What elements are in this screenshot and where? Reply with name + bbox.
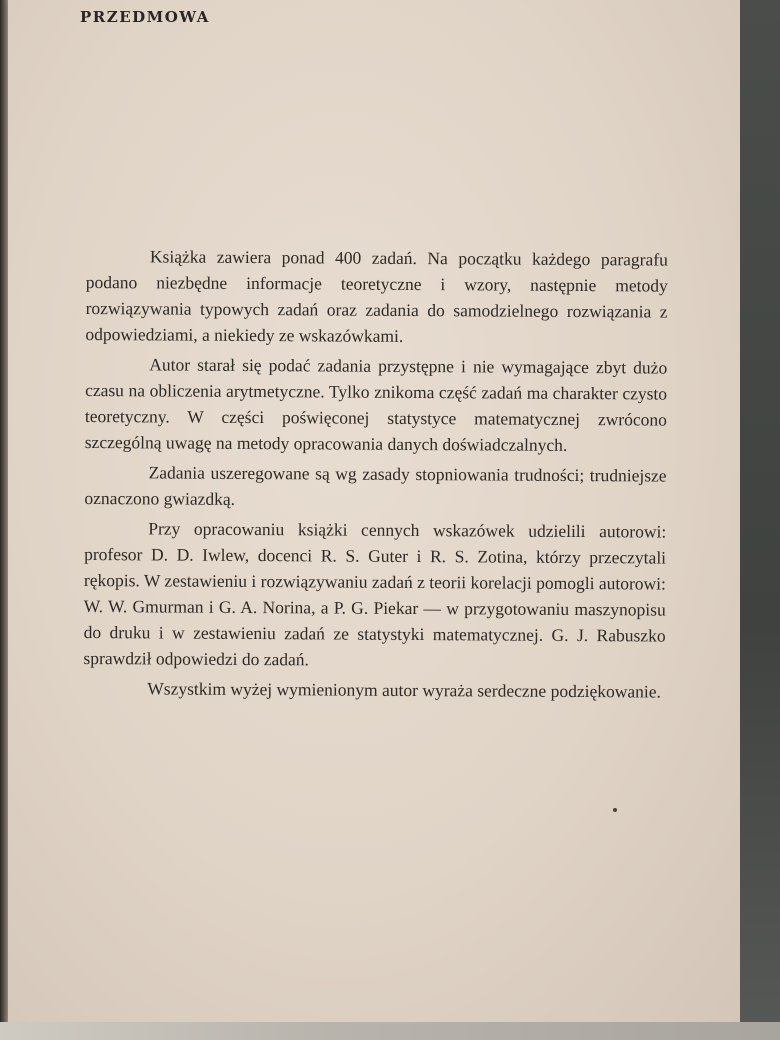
preface-text: [83, 243, 668, 709]
paragraph-1: Książka zawiera ponad 400 zadań. Na początku każdego paragrafu podano niezbędne informacje teoretyczne i wzory, następnie metody rozwiązywania typowych zadań oraz zadania do samodzielnego rozwiązania z odpowiedziami, a niekiedy ze wskazówkami.: [85, 246, 668, 346]
book-page: [8, 0, 742, 1022]
paragraph-5: Wszystkim wyżej wymienionym autor wyraża serdeczne podziękowanie.: [147, 678, 661, 702]
page-heading: PRZEDMOWA: [80, 8, 210, 26]
paragraph-2: Autor starał się podać zadania przystępne i nie wymagające zbyt dużo czasu na obliczenia arytmetyczne. Tylko znikoma część zadań ma charakter czysto teoretyczny. W części poświęconej statystyce matematycznej zwrócono szczególną uwagę na metody opracowania danych doświadczalnych.: [84, 354, 668, 455]
background-surface: [740, 0, 780, 1040]
paragraph-4: Przy opracowaniu książki cennych wskazówek udzielili autorowi: profesor D. D. Iwlew, docenci R. S. Guter i R. S. Zotina, którzy przeczytali rękopis. W zestawieniu i rozwiązywaniu zadań z teorii korelacji pomogli autorowi: W. W. Gmurman i G. A. Norina, a P. G. Piekar — w przygotowaniu maszynopisu do druku i w zestawieniu zadań ze statystyki matematycznej. G. J. Rabuszko sprawdził odpowiedzi do zadań.: [83, 518, 667, 670]
ink-speck: [613, 808, 617, 812]
cloth-surface: [0, 1022, 780, 1040]
paragraph-3: Zadania uszeregowane są wg zasady stopniowania trudności; trudniejsze oznaczono gwiazdką.: [84, 462, 667, 509]
